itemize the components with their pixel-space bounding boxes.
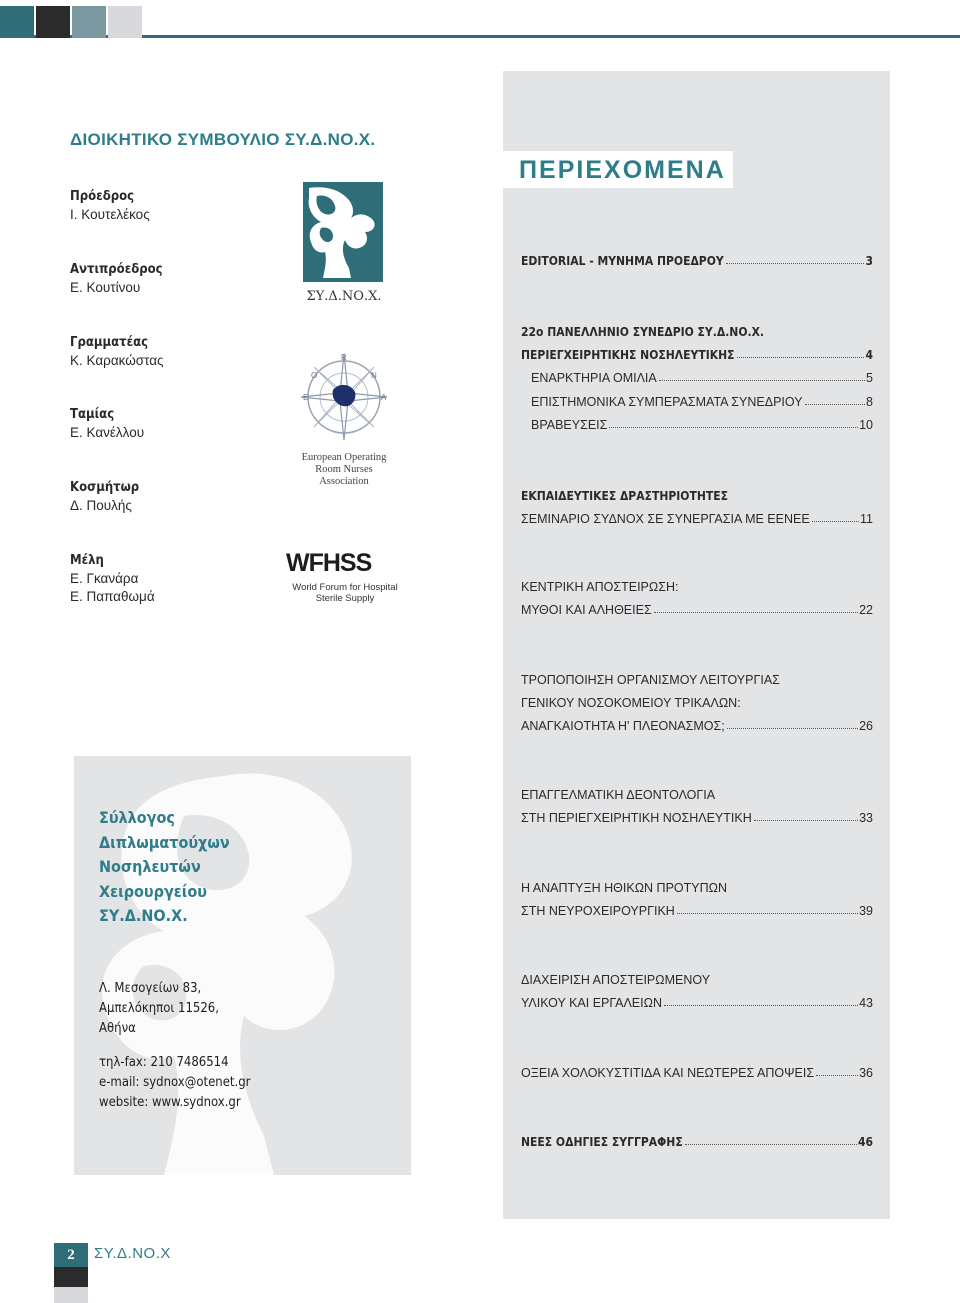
board-title: ΔΙΟΙΚΗΤΙΚΟ ΣΥΜΒΟΥΛΙΟ ΣΥ.Δ.ΝΟ.Χ. xyxy=(70,130,376,149)
association-contact-line: τηλ-fax: 210 7486514 xyxy=(99,1055,229,1070)
board-member-name: Ε. Γκανάρα xyxy=(70,571,139,586)
toc-leader-dots xyxy=(654,612,858,613)
toc-entry-title: ΣΕΜΙΝΑΡΙΟ ΣΥΔΝΟΧ ΣΕ ΣΥΝΕΡΓΑΣΙΑ ΜΕ ΕΕΝΕΕ xyxy=(521,512,810,526)
association-name-line: Σύλλογος xyxy=(99,808,175,827)
association-contact-line: e-mail: sydnox@otenet.gr xyxy=(99,1075,251,1090)
toc-entry-page: 8 xyxy=(866,395,873,409)
board-role: Αντιπρόεδρος xyxy=(70,262,163,277)
board-role: Κοσμήτωρ xyxy=(70,480,140,495)
association-address xyxy=(99,979,219,1039)
toc-entry-title: ΣΤΗ ΠΕΡΙΕΓΧΕΙΡΗΤΙΚΗ ΝΟΣΗΛΕΥΤΙΚΗ xyxy=(521,811,752,825)
toc-entry xyxy=(521,594,873,617)
toc-leader-dots xyxy=(726,263,865,264)
toc-line xyxy=(521,571,873,594)
svg-text:O: O xyxy=(311,371,318,380)
association-name-line: Χειρουργείου xyxy=(99,881,207,901)
toc-entry-title: ΕΚΠΑΙΔΕΥΤΙΚΕΣ ΔΡΑΣΤΗΡΙΟΤΗΤΕΣ xyxy=(521,489,728,503)
eorna-compass-icon xyxy=(297,350,391,444)
board-member xyxy=(70,552,155,606)
board-member xyxy=(70,261,163,297)
toc-leader-dots xyxy=(816,1075,858,1076)
toc-line xyxy=(521,594,873,617)
toc-entry-page: 36 xyxy=(859,1066,873,1080)
board-role: Πρόεδρος xyxy=(70,189,135,204)
association-contact xyxy=(99,1053,250,1113)
toc-entry xyxy=(521,1126,873,1149)
toc-entry-title: ΚΕΝΤΡΙΚΗ ΑΠΟΣΤΕΙΡΩΣΗ: xyxy=(521,580,679,594)
toc-entry-page: 39 xyxy=(859,904,873,918)
toc-entry-title: ΕΠΑΓΓΕΛΜΑΤΙΚΗ ΔΕΟΝΤΟΛΟΓΙΑ xyxy=(521,788,716,802)
toc-line xyxy=(521,339,873,362)
sydnox-logo-caption: ΣΥ.Δ.ΝΟ.Χ. xyxy=(306,289,382,304)
toc-line xyxy=(521,1057,873,1080)
association-address-line: Αμπελόκηποι 11526, xyxy=(99,1001,219,1016)
association-address-line: Αθήνα xyxy=(99,1021,136,1036)
toc-entry xyxy=(521,480,873,503)
board-role: Γραμματέας xyxy=(70,335,149,350)
toc-entry xyxy=(521,409,873,432)
toc-line xyxy=(521,895,873,918)
toc-entry-title: ΟΞΕΙΑ ΧΟΛΟΚΥΣΤΙΤΙΔΑ ΚΑΙ ΝΕΩΤΕΡΕΣ ΑΠΟΨΕΙΣ xyxy=(521,1066,815,1080)
toc-entry xyxy=(521,802,873,825)
toc-line xyxy=(521,802,873,825)
association-name-line: ΣΥ.Δ.ΝΟ.Χ. xyxy=(99,906,188,925)
toc-leader-dots xyxy=(737,357,865,358)
toc-entry xyxy=(521,1057,873,1080)
toc-line xyxy=(521,987,873,1010)
sydnox-logo xyxy=(303,182,383,282)
toc-line xyxy=(521,409,873,432)
board-member xyxy=(70,334,164,370)
toc-entry xyxy=(521,503,873,526)
toc-entry-page: 43 xyxy=(859,996,873,1010)
toc-entry-title: ΒΡΑΒΕΥΣΕΙΣ xyxy=(531,418,608,432)
toc-entry xyxy=(521,779,873,802)
board-member-name: Ε. Κανέλλου xyxy=(70,425,145,440)
toc-line xyxy=(521,362,873,385)
svg-text:E: E xyxy=(303,393,309,402)
toc-entry xyxy=(521,316,873,339)
board-member-name: Ε. Κουτίνου xyxy=(70,280,141,295)
toc-line xyxy=(521,779,873,802)
toc-leader-dots xyxy=(677,913,858,914)
association-name xyxy=(99,806,230,929)
association-name-line: Νοσηλευτών xyxy=(99,857,201,876)
toc-entry xyxy=(521,895,873,918)
board-member-name: Ε. Παπαθωμά xyxy=(70,589,155,604)
sydnox-logo-icon xyxy=(303,182,383,282)
toc-entry-title: EDITORIAL - ΜΥΝΗΜΑ ΠΡΟΕΔΡΟΥ xyxy=(521,254,724,268)
eorna-logo xyxy=(297,350,391,444)
board-member xyxy=(70,479,139,515)
svg-text:N: N xyxy=(371,371,377,380)
toc-entry xyxy=(521,964,873,987)
toc-entry-title: ΑΝΑΓΚΑΙΟΤΗΤΑ Η' ΠΛΕΟΝΑΣΜΟΣ; xyxy=(521,719,725,733)
toc-leader-dots xyxy=(812,521,859,522)
toc-entry-title: ΤΡΟΠΟΠΟΙΗΣΗ ΟΡΓΑΝΙΣΜΟΥ ΛΕΙΤΟΥΡΓΙΑΣ xyxy=(521,673,780,687)
header-square-light xyxy=(108,6,142,38)
board-member-name: Δ. Πουλής xyxy=(70,498,132,513)
svg-text:R: R xyxy=(341,353,347,362)
toc-entry-page: 33 xyxy=(859,811,873,825)
toc-entry xyxy=(521,386,873,409)
header-square-grey xyxy=(72,6,106,38)
toc-entry-page: 4 xyxy=(865,348,873,362)
toc-leader-dots xyxy=(805,404,866,405)
board-member xyxy=(70,188,150,224)
toc-entry-title: ΥΛΙΚΟΥ ΚΑΙ ΕΡΓΑΛΕΙΩΝ xyxy=(521,996,662,1010)
toc-line xyxy=(521,872,873,895)
toc-entry-title: ΔΙΑΧΕΙΡΙΣΗ ΑΠΟΣΤΕΙΡΩΜΕΝΟΥ xyxy=(521,973,711,987)
toc-entry-title: ΕΠΙΣΤΗΜΟΝΙΚΑ ΣΥΜΠΕΡΑΣΜΑΤΑ ΣΥΝΕΔΡΙΟΥ xyxy=(531,395,803,409)
toc-leader-dots xyxy=(754,820,858,821)
header-square-teal xyxy=(0,6,34,38)
toc-entry xyxy=(521,245,873,268)
header-square-dark xyxy=(36,6,70,38)
toc-line xyxy=(521,316,873,339)
toc-leader-dots xyxy=(685,1144,857,1145)
toc-entry xyxy=(521,571,873,594)
association-name-line: Διπλωματούχων xyxy=(99,832,230,852)
toc-entry xyxy=(521,362,873,385)
toc-leader-dots xyxy=(659,380,865,381)
toc-entry-title: ΣΤΗ ΝΕΥΡΟΧΕΙΡΟΥΡΓΙΚΗ xyxy=(521,904,675,918)
toc-leader-dots xyxy=(609,427,858,428)
board-role: Ταμίας xyxy=(70,407,115,422)
toc-entry-page: 46 xyxy=(857,1135,873,1149)
toc-entry-title: 22ο ΠΑΝΕΛΛΗΝΙΟ ΣΥΝΕΔΡΙΟ ΣΥ.Δ.ΝΟ.Χ. xyxy=(521,325,765,339)
toc-entry-title: ΝΕΕΣ ΟΔΗΓΙΕΣ ΣΥΓΓΡΑΦΗΣ xyxy=(521,1135,683,1149)
toc-entry-title: Η ΑΝΑΠΤΥΞΗ ΗΘΙΚΩΝ ΠΡΟΤΥΠΩΝ xyxy=(521,881,727,895)
board-member-name: Κ. Καρακώστας xyxy=(70,353,164,368)
toc-entry xyxy=(521,987,873,1010)
toc-line xyxy=(521,710,873,733)
toc-line xyxy=(521,386,873,409)
toc-entry xyxy=(521,339,873,362)
toc-entry xyxy=(521,687,873,710)
toc-leader-dots xyxy=(664,1005,858,1006)
wfhss-logo-title: WFHSS xyxy=(286,549,372,577)
footer-label: ΣΥ.Δ.ΝΟ.Χ xyxy=(94,1245,171,1262)
toc-entry-title: ΓΕΝΙΚΟΥ ΝΟΣΟΚΟΜΕΙΟΥ ΤΡΙΚΑΛΩΝ: xyxy=(521,696,741,710)
toc-entry-page: 11 xyxy=(860,512,873,526)
association-address-line: Λ. Μεσογείων 83, xyxy=(99,981,202,996)
board-member xyxy=(70,406,144,442)
toc-entry xyxy=(521,710,873,733)
toc-line xyxy=(521,503,873,526)
footer-square-dark xyxy=(54,1267,88,1287)
svg-text:A: A xyxy=(381,393,387,402)
toc-line xyxy=(521,245,873,268)
eorna-caption: European Operating Room Nurses Association xyxy=(301,452,387,487)
toc-entry-title: ΜΥΘΟΙ ΚΑΙ ΑΛΗΘΕΙΕΣ xyxy=(521,603,652,617)
toc-line xyxy=(521,687,873,710)
toc-entry-title: ΕΝΑΡΚΤΗΡΙΑ ΟΜΙΛΙΑ xyxy=(531,371,657,385)
wfhss-logo-subtitle: World Forum for Hospital Sterile Supply xyxy=(292,582,398,604)
toc-panel xyxy=(503,71,890,1219)
toc-line xyxy=(521,480,873,503)
toc-entry-page: 3 xyxy=(865,254,873,268)
toc-entry-page: 10 xyxy=(859,418,873,432)
board-role: Μέλη xyxy=(70,553,104,568)
toc-entry xyxy=(521,872,873,895)
toc-title: ΠΕΡΙΕΧΟΜΕΝΑ xyxy=(519,156,726,184)
header-rule xyxy=(0,35,960,38)
board-member-name: Ι. Κουτελέκος xyxy=(70,207,150,222)
toc-entry-title: ΠΕΡΙΕΓΧΕΙΡΗΤΙΚΗΣ ΝΟΣΗΛΕΥΤΙΚΗΣ xyxy=(521,348,735,362)
toc-entry-page: 22 xyxy=(859,603,873,617)
toc-leader-dots xyxy=(727,728,858,729)
page-number: 2 xyxy=(54,1243,88,1267)
association-contact-line: website: www.sydnox.gr xyxy=(99,1095,241,1110)
toc-line xyxy=(521,1126,873,1149)
toc-entry xyxy=(521,664,873,687)
toc-line xyxy=(521,664,873,687)
toc-entry-page: 26 xyxy=(859,719,873,733)
toc-entry-page: 5 xyxy=(866,371,873,385)
footer-square-light xyxy=(54,1287,88,1303)
toc-line xyxy=(521,964,873,987)
